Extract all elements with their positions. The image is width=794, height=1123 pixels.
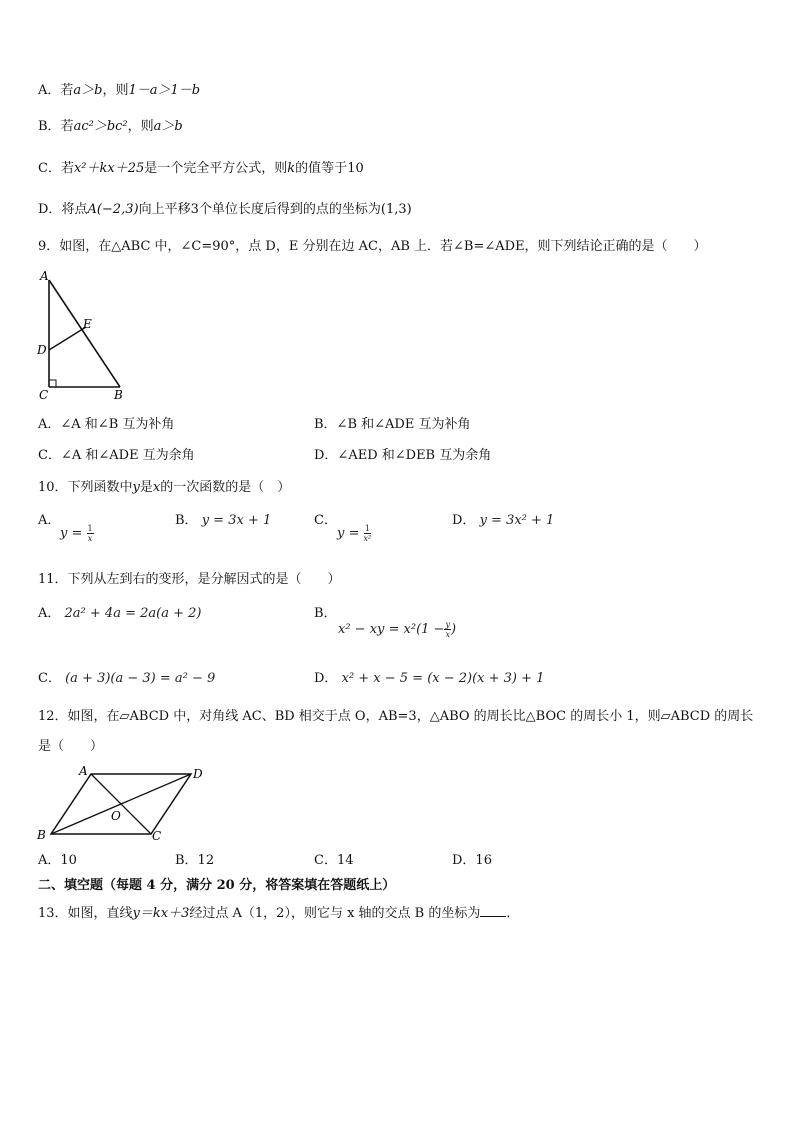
numerator: 1 [87,524,93,533]
q12-option-b: B．12 [175,853,215,868]
math: 1－a＞1－b [128,83,201,98]
q10-option-a [38,512,60,530]
text: ． [506,906,520,921]
section-heading-fill-in: 二、填空题（每题 4 分，满分 20 分，将答案填在答题纸上） [38,878,396,893]
math: y = [60,526,83,541]
label-b: B [114,388,123,402]
numerator: y [445,620,450,629]
q8-option-c [38,160,364,178]
segment-de [49,327,86,350]
denominator: x [87,534,93,543]
text: 10．下列函数中 [38,480,133,495]
math: x² − xy = x²(1 − [338,622,445,637]
text: 是 [139,480,153,495]
q10-stem [38,479,290,497]
math: x [152,480,161,495]
q10-option-c-expr [337,524,371,543]
q9-triangle-figure [34,266,134,402]
math: (a + 3)(a − 3) = a² − 9 [65,671,216,686]
text: 向上平移 [138,202,191,217]
q10-option-a-expr [60,524,94,543]
math: a＞b [153,119,183,134]
q12-stem-line1: 12．如图，在▱ABCD 中，对角线 AC、BD 相交于点 O，AB=3，△ABO 的周长比△BOC 的周长小 1，则▱ABCD 的周长 [38,709,754,724]
q10-option-b [175,512,271,530]
text: 若 [60,161,74,176]
q12-option-d: D．16 [452,853,492,868]
q8-option-a [38,82,200,100]
q10-option-d [452,512,554,530]
q13-stem [38,904,519,923]
text: 13．如图，直线 [38,906,133,921]
math: (1,3) [380,202,412,217]
numerator: 1 [364,524,370,533]
label-c: C [152,829,162,843]
math: a＞b [73,83,103,98]
option-label: A． [38,606,61,621]
text: 10 [347,161,364,176]
option-label: D． [314,671,338,686]
label-d: D [37,343,47,357]
q8-option-b [38,118,183,136]
q8-option-d [38,201,412,219]
option-label: B． [38,119,61,134]
math: 2a² + 4a = 2a(a + 2) [64,606,202,621]
option-label: D． [38,202,62,217]
q11-option-b [314,605,337,623]
text: 的值等于 [295,161,348,176]
math: y = 3x² + 1 [479,513,555,528]
text: 3 [190,202,199,217]
q9-option-a: A．∠A 和∠B 互为补角 [38,417,175,432]
math: y = [337,526,360,541]
text: ，则 [127,119,154,134]
option-label: B． [175,513,198,528]
q11-stem: 11．下列从左到右的变形，是分解因式的是（ ） [38,572,341,587]
q12-parallelogram-figure [34,762,214,844]
text: 若 [60,83,74,98]
option-label: A． [38,513,61,528]
fraction [364,524,372,543]
text: 个单位长度后得到的点的坐标为 [198,202,381,217]
q9-option-c: C．∠A 和∠ADE 互为余角 [38,448,195,463]
q12-option-a: A．10 [38,853,77,868]
label-c: C [39,388,49,402]
q9-option-d: D．∠AED 和∠DEB 互为余角 [314,448,492,463]
text: 的一次函数的是（ ） [160,480,291,495]
option-label: A． [38,83,61,98]
option-label: C． [38,671,61,686]
q12-option-c: C．14 [314,853,354,868]
diagonal-bd [51,774,191,834]
q11-option-c [38,670,215,688]
option-label: C． [314,513,337,528]
label-a: A [79,764,88,778]
math: k [287,161,296,176]
label-b: B [37,828,46,842]
option-label: D． [452,513,476,528]
math: y = 3x + 1 [201,513,272,528]
q11-option-b-expr [338,620,456,639]
q11-option-d [314,670,544,688]
math: ) [450,622,457,637]
q11-option-a [38,605,201,623]
math: y [132,480,140,495]
denominator: x [445,630,450,639]
text: 经过点 A（1，2），则它与 x 轴的交点 B 的坐标为 [189,906,481,921]
text: 将点 [61,202,88,217]
math: ac²＞bc² [73,119,128,134]
math: y＝kx＋3 [132,906,190,921]
text: ，则 [102,83,129,98]
denominator: x² [363,534,372,543]
label-e: E [83,317,92,331]
text: 是一个完全平方公式，则 [144,161,288,176]
label-d: D [193,767,203,781]
right-angle-mark [49,380,56,387]
label-a: A [40,269,49,283]
option-label: C． [38,161,61,176]
q9-stem: 9．如图，在△ABC 中，∠C=90°，点 D，E 分别在边 AC，AB 上．若∠B=∠ADE，则下列结论正确的是（ ） [38,239,707,254]
q9-option-b: B．∠B 和∠ADE 互为补角 [314,417,471,432]
math: x²＋kx＋25 [73,161,145,176]
label-o: O [111,809,121,823]
fraction [87,524,94,543]
option-label: B． [314,606,337,621]
edge-ab [49,280,120,387]
q10-option-c [314,512,337,530]
q12-stem-line2: 是（ ） [38,739,104,754]
text: 若 [60,119,74,134]
math: A(−2,3) [87,202,139,217]
answer-blank[interactable] [480,904,506,917]
math: x² + x − 5 = (x − 2)(x + 3) + 1 [341,671,545,686]
